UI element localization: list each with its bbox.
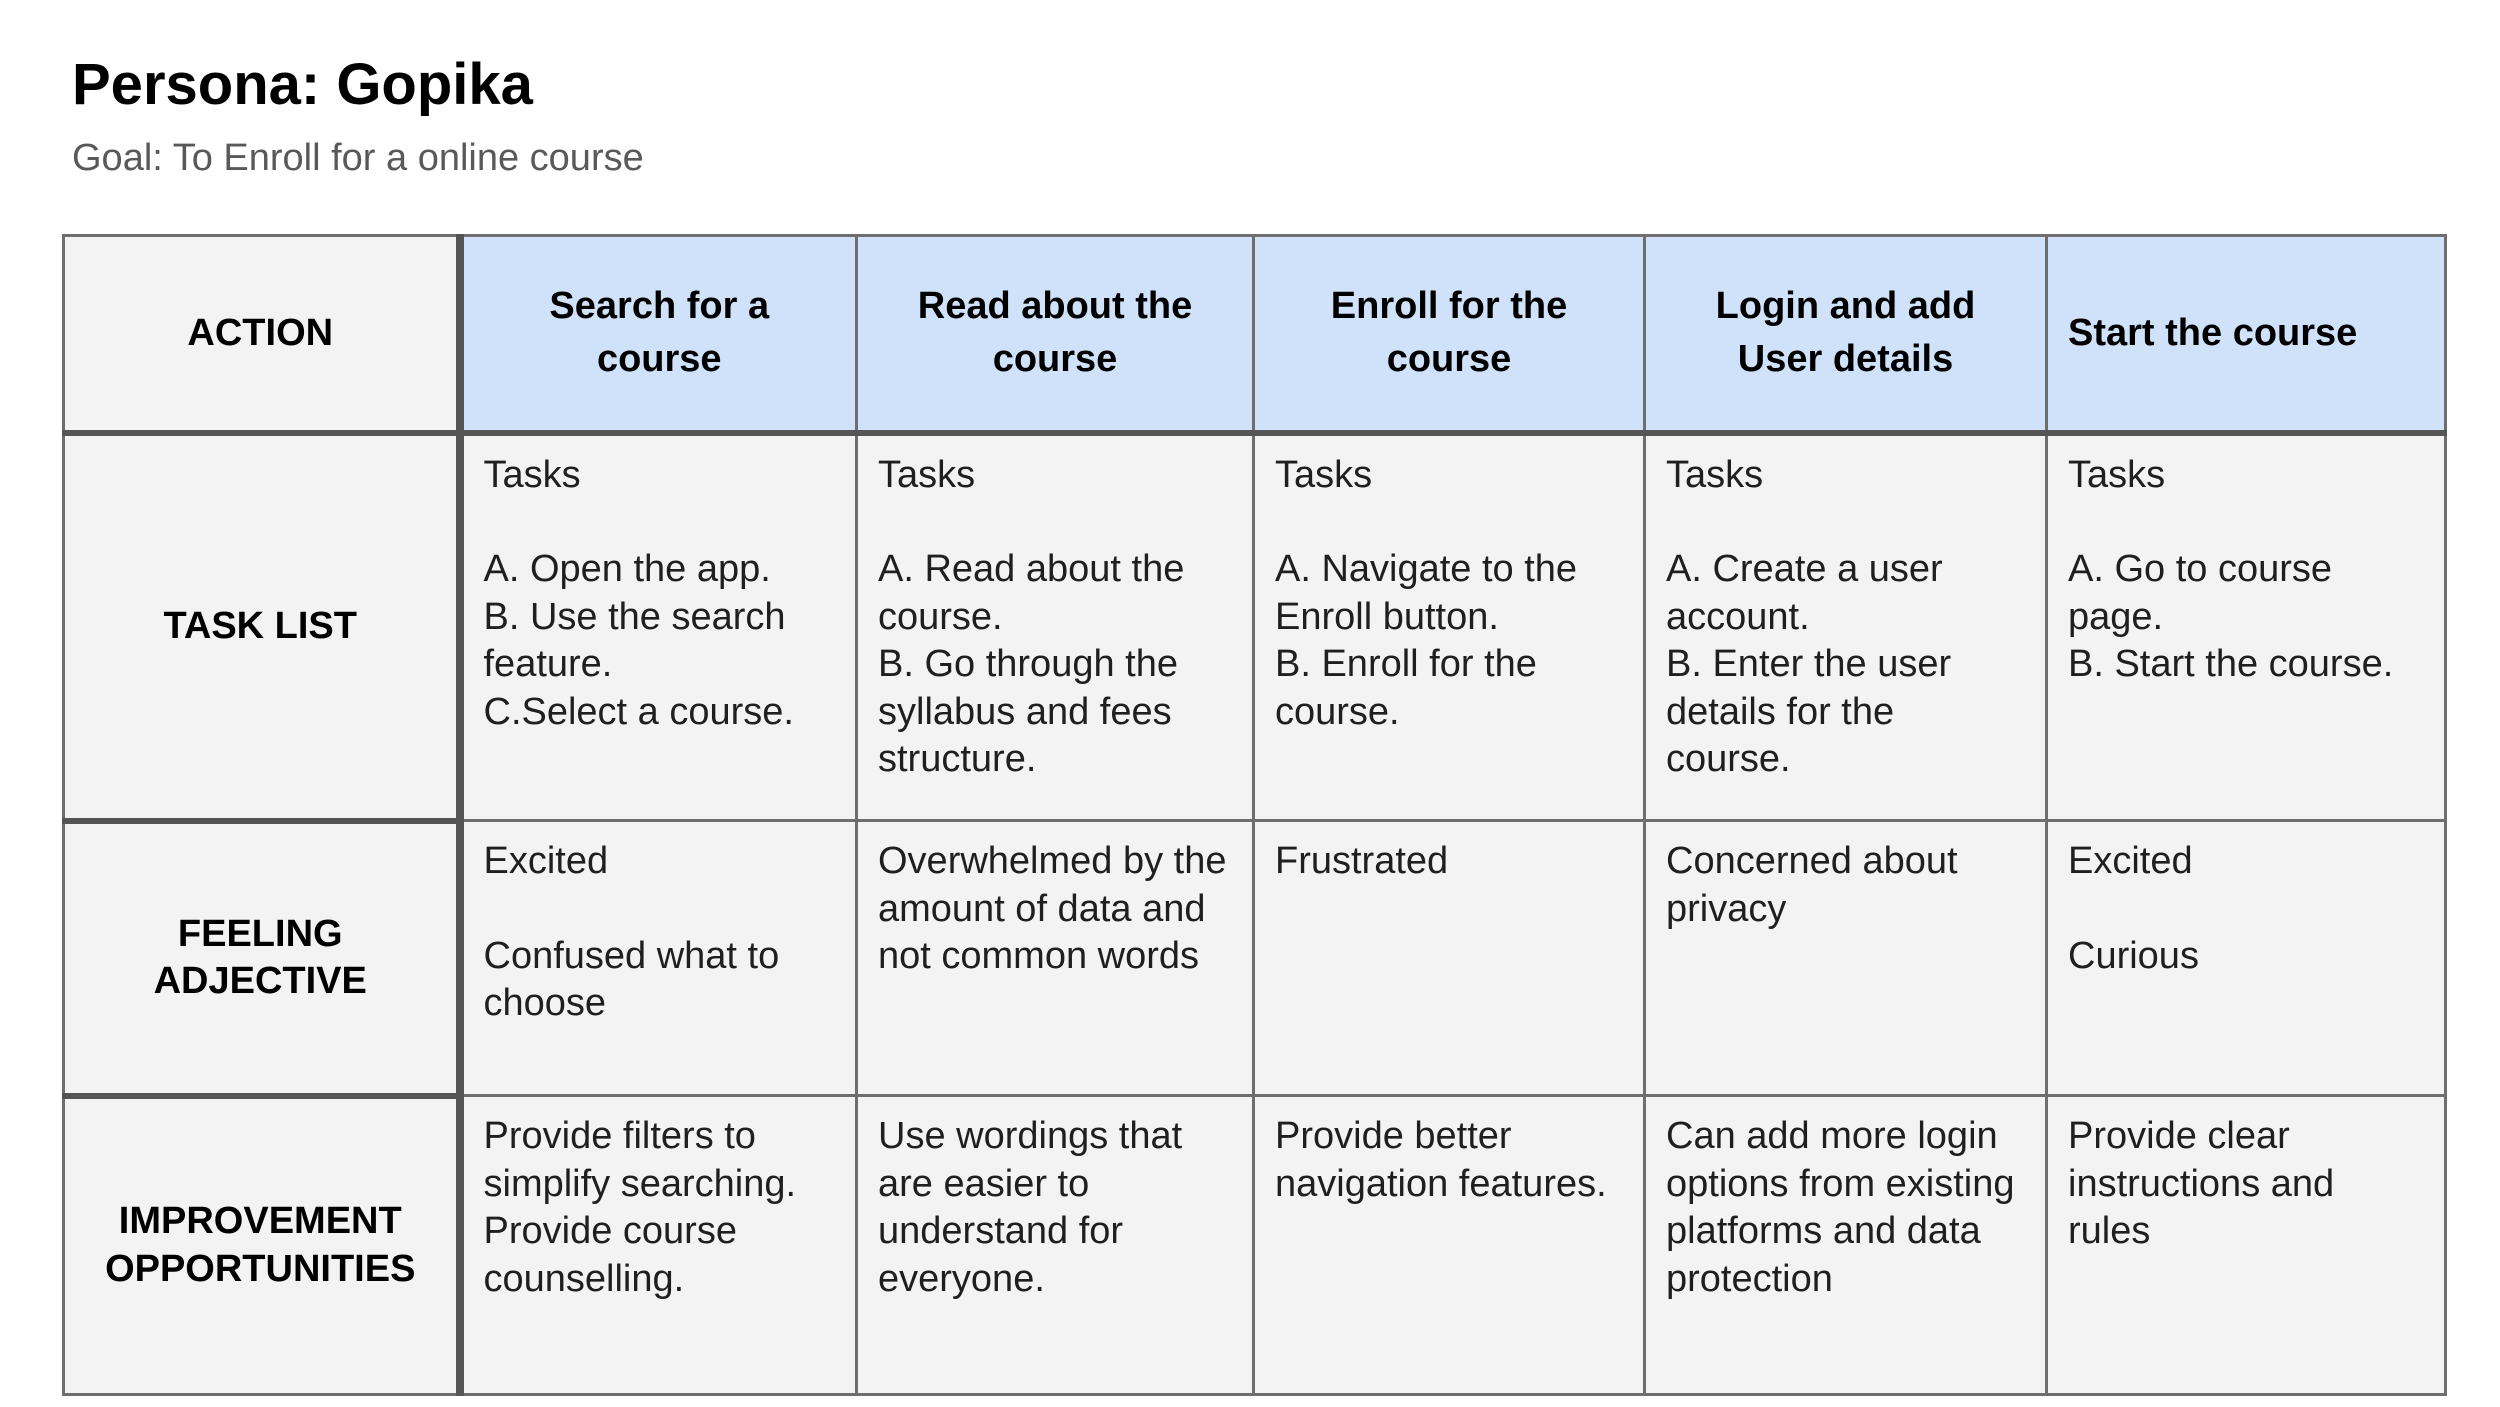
feeling-primary: Overwhelmed by the amount of data and not common words: [878, 840, 1227, 977]
tasks-text: A. Read about the course. B. Go through the syllabus and fees structure.: [878, 548, 1185, 780]
tasks-heading: Tasks: [2068, 453, 2166, 496]
tasks-heading: Tasks: [1666, 453, 1764, 496]
task-list-row: [64, 433, 2446, 821]
improvement-cell: Provide clear instructions and rules: [2047, 1096, 2446, 1395]
action-enroll-course: Enroll for the course: [1254, 236, 1645, 433]
tasks-text: A. Open the app. B. Use the search feature. C.Select a course.: [483, 548, 794, 733]
task-list-row-label: TASK LIST: [64, 433, 460, 821]
action-row: [64, 236, 2446, 433]
feeling-cell: [857, 821, 1254, 1096]
task-cell: [1645, 433, 2047, 821]
feeling-row: [64, 821, 2446, 1096]
task-cell: [1254, 433, 1645, 821]
journey-map-table: [62, 234, 2447, 1396]
tasks-heading: Tasks: [1275, 453, 1373, 496]
feeling-secondary: Curious: [2068, 934, 2199, 977]
tasks-heading: Tasks: [483, 453, 581, 496]
improvement-cell: Provide better navigation features.: [1254, 1096, 1645, 1395]
goal-subtitle: Goal: To Enroll for a online course: [72, 137, 644, 179]
action-search-course: Search for a course: [460, 236, 857, 433]
feeling-primary: Concerned about privacy: [1666, 840, 1958, 930]
improvement-cell: Use wordings that are easier to understand for everyone.: [857, 1096, 1254, 1395]
improvement-cell: Provide filters to simplify searching. Provide course counselling.: [460, 1096, 857, 1395]
improvement-cell: Can add more login options from existing platforms and data protection: [1645, 1096, 2047, 1395]
tasks-text: A. Create a user account. B. Enter the user details for the course.: [1666, 548, 1952, 780]
action-read-course: Read about the course: [857, 236, 1254, 433]
improvement-row-label: IMPROVEMENT OPPORTUNITIES: [64, 1096, 460, 1395]
task-cell: [857, 433, 1254, 821]
action-start-course: Start the course: [2047, 236, 2446, 433]
feeling-cell: [460, 821, 857, 1096]
feeling-primary: Excited: [483, 840, 609, 882]
improvement-row: [64, 1096, 2446, 1395]
page-title: Persona: Gopika: [72, 52, 533, 117]
feeling-primary: Frustrated: [1275, 840, 1449, 882]
feeling-cell: [1645, 821, 2047, 1096]
tasks-text: A. Navigate to the Enroll button. B. Enroll for the course.: [1275, 548, 1578, 733]
feeling-cell: [1254, 821, 1645, 1096]
feeling-cell: [2047, 821, 2446, 1096]
feeling-secondary: Confused what to choose: [483, 934, 780, 1024]
tasks-text: A. Go to course page. B. Start the course.: [2068, 548, 2394, 685]
action-login-details: Login and add User details: [1645, 236, 2047, 433]
feeling-primary: Excited: [2068, 840, 2193, 882]
action-row-label: ACTION: [64, 236, 460, 433]
task-cell: [2047, 433, 2446, 821]
feeling-row-label: FEELING ADJECTIVE: [64, 821, 460, 1096]
tasks-heading: Tasks: [878, 453, 976, 496]
task-cell: [460, 433, 857, 821]
